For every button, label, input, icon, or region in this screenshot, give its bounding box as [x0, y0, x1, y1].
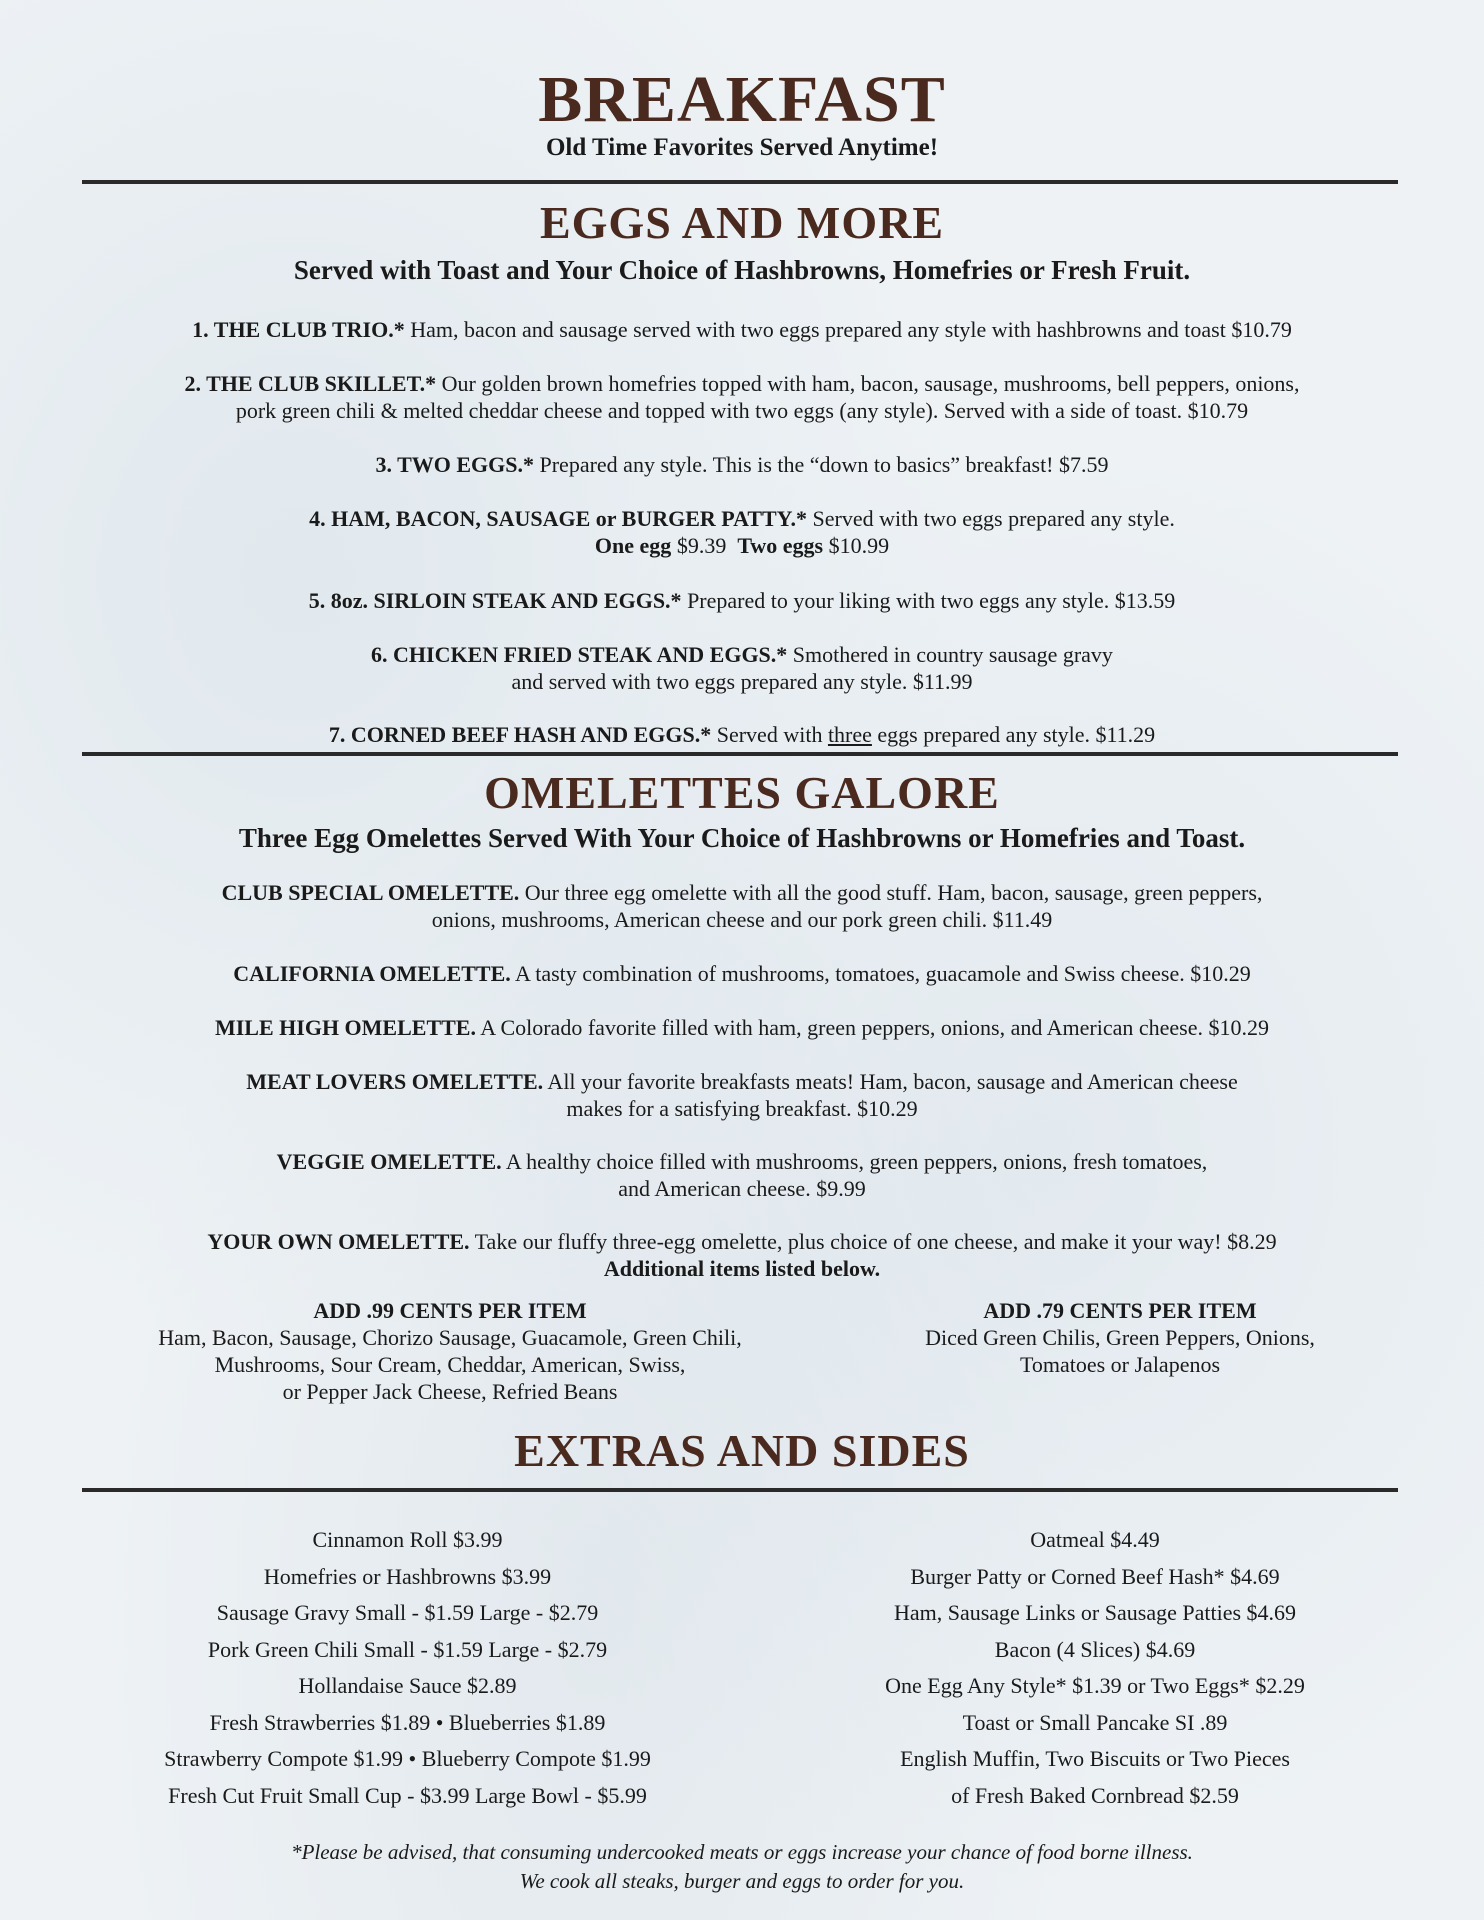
- add-99-line: Ham, Bacon, Sausage, Chorizo Sausage, Guacamole, Green Chili,: [158, 1325, 742, 1350]
- item-name: MILE HIGH OMELETTE.: [214, 1015, 476, 1040]
- side-item: of Fresh Baked Cornbread $2.59: [951, 1782, 1239, 1808]
- disclaimer-line: We cook all steaks, burger and eggs to order for you.: [519, 1869, 965, 1893]
- side-item: Sausage Gravy Small - $1.59 Large - $2.79: [216, 1600, 599, 1625]
- item-description: Take our fluffy three-egg omelette, plus choice of one cheese, and make it your way! $8.29: [469, 1229, 1277, 1254]
- item-description: Ham, bacon and sausage served with two eggs prepared any style with hashbrowns and toast $10.79: [404, 317, 1292, 342]
- item-description: Our golden brown homefries topped with ham, bacon, sausage, mushrooms, bell peppers, onions,: [436, 371, 1300, 396]
- item-description: A tasty combination of mushrooms, tomatoes, guacamole and Swiss cheese. $10.29: [510, 961, 1251, 986]
- item-name: MEAT LOVERS OMELETTE.: [246, 1069, 544, 1094]
- item-name: VEGGIE OMELETTE.: [276, 1149, 502, 1174]
- menu-item: [60, 370, 1424, 424]
- item-description: Served with: [711, 722, 828, 747]
- item-description-line2: and American cheese. $9.99: [618, 1176, 866, 1201]
- side-item: Strawberry Compote $1.99 • Blueberry Compote $1.99: [164, 1746, 651, 1771]
- section-title-omelettes: OMELETTES GALORE: [484, 767, 1000, 818]
- item-description: Prepared any style. This is the “down to basics” breakfast! $7.59: [534, 452, 1109, 477]
- item-description: Prepared to your liking with two eggs any style. $13.59: [681, 588, 1176, 613]
- item-name: 2. THE CLUB SKILLET.*: [184, 371, 437, 396]
- menu-item: [60, 1228, 1424, 1282]
- disclaimer-line: *Please be advised, that consuming undercooked meats or eggs increase your chance of food borne illness.: [291, 1840, 1193, 1864]
- item-description: eggs prepared any style. $11.29: [871, 722, 1156, 747]
- page-subtitle: Old Time Favorites Served Anytime!: [545, 134, 939, 161]
- item-name: 5. 8oz. SIRLOIN STEAK AND EGGS.*: [308, 588, 682, 613]
- add-99-line: or Pepper Jack Cheese, Refried Beans: [282, 1379, 618, 1404]
- item-name: YOUR OWN OMELETTE.: [207, 1229, 470, 1254]
- item-name: 7. CORNED BEEF HASH AND EGGS.*: [328, 722, 712, 747]
- menu-item: [60, 587, 1424, 614]
- item-description-line2: makes for a satisfying breakfast. $10.29: [566, 1096, 918, 1121]
- item-description: A Colorado favorite filled with ham, green peppers, onions, and American cheese. $10.29: [475, 1015, 1269, 1040]
- item-description-line2: onions, mushrooms, American cheese and our pork green chili. $11.49: [431, 907, 1053, 932]
- divider: [82, 1488, 1398, 1492]
- side-item: Hollandaise Sauce $2.89: [298, 1673, 517, 1698]
- item-name: 4. HAM, BACON, SAUSAGE or BURGER PATTY.*: [309, 506, 808, 531]
- item-description: A healthy choice filled with mushrooms, green peppers, onions, fresh tomatoes,: [501, 1149, 1208, 1174]
- section-subtitle-eggs: Served with Toast and Your Choice of Hashbrowns, Homefries or Fresh Fruit.: [293, 255, 1191, 285]
- divider: [82, 180, 1398, 184]
- add-79-line: Tomatoes or Jalapenos: [1019, 1352, 1221, 1377]
- item-name: CALIFORNIA OMELETTE.: [233, 961, 511, 986]
- menu-item: [60, 1014, 1424, 1041]
- item-description: Smothered in country sausage gravy: [787, 642, 1113, 667]
- side-item: Pork Green Chili Small - $1.59 Large - $2.79: [207, 1636, 608, 1662]
- menu-item: [60, 505, 1424, 559]
- side-item: Fresh Cut Fruit Small Cup - $3.99 Large Bowl - $5.99: [168, 1782, 647, 1808]
- item-description: Served with two eggs prepared any style.: [807, 506, 1175, 531]
- side-item: One Egg Any Style* $1.39 or Two Eggs* $2.29: [885, 1673, 1305, 1698]
- section-title-eggs: EGGS AND MORE: [539, 197, 945, 248]
- extras-right-list: [795, 1522, 1395, 1814]
- item-description: All your favorite breakfasts meats! Ham, bacon, sausage and American cheese: [543, 1069, 1238, 1094]
- side-item: Burger Patty or Corned Beef Hash* $4.69: [910, 1563, 1280, 1589]
- side-item: Fresh Strawberries $1.89 • Blueberries $1.89: [209, 1709, 606, 1735]
- side-item: English Muffin, Two Biscuits or Two Pieces: [900, 1746, 1290, 1771]
- add-79-list: [850, 1297, 1390, 1378]
- item-name: 1. THE CLUB TRIO.*: [192, 317, 405, 342]
- divider: [82, 752, 1398, 756]
- side-item: Homefries or Hashbrowns $3.99: [263, 1563, 552, 1589]
- price-label-one-egg: One egg: [594, 533, 672, 558]
- add-99-line: Mushrooms, Sour Cream, Cheddar, American, Swiss,: [214, 1352, 686, 1377]
- item-name: 6. CHICKEN FRIED STEAK AND EGGS.*: [371, 642, 788, 667]
- menu-item: [60, 316, 1424, 343]
- add-79-line: Diced Green Chilis, Green Peppers, Onions,: [925, 1325, 1315, 1350]
- section-subtitle-omelettes: Three Egg Omelettes Served With Your Choice of Hashbrowns or Homefries and Toast.: [238, 823, 1246, 853]
- section-title-extras: EXTRAS AND SIDES: [514, 1425, 970, 1476]
- add-79-heading: ADD .79 CENTS PER ITEM: [983, 1298, 1257, 1323]
- item-description-underlined: three: [827, 722, 872, 747]
- side-item: Ham, Sausage Links or Sausage Patties $4.69: [893, 1600, 1297, 1625]
- menu-item: [60, 879, 1424, 933]
- item-description: Our three egg omelette with all the good stuff. Ham, bacon, sausage, green peppers,: [519, 880, 1263, 905]
- add-99-list: [90, 1297, 810, 1405]
- item-description-line2: pork green chili & melted cheddar cheese and topped with two eggs (any style). Served with a side of toast. $10.79: [235, 398, 1249, 423]
- item-description-line2: and served with two eggs prepared any style. $11.99: [511, 669, 973, 694]
- price-two-eggs: $10.99: [823, 533, 890, 558]
- menu-item: [60, 451, 1424, 478]
- side-item: Bacon (4 Slices) $4.69: [994, 1636, 1196, 1662]
- side-item: Cinnamon Roll $3.99: [312, 1527, 503, 1552]
- side-item: Toast or Small Pancake SI .89: [962, 1709, 1228, 1735]
- food-safety-disclaimer: [0, 1838, 1484, 1896]
- menu-item: [60, 960, 1424, 987]
- page-title: BREAKFAST: [538, 63, 946, 136]
- additional-items-note: Additional items listed below.: [603, 1256, 881, 1281]
- price-one-egg: $9.39: [671, 533, 738, 558]
- side-item: Oatmeal $4.49: [1030, 1527, 1160, 1552]
- extras-left-list: [90, 1522, 725, 1814]
- item-name: CLUB SPECIAL OMELETTE.: [221, 880, 520, 905]
- menu-item: [60, 641, 1424, 695]
- add-99-heading: ADD .99 CENTS PER ITEM: [313, 1298, 587, 1323]
- item-name: 3. TWO EGGS.*: [375, 452, 534, 477]
- menu-item: [60, 721, 1424, 748]
- menu-item: [60, 1068, 1424, 1122]
- menu-item: [60, 1148, 1424, 1202]
- price-label-two-eggs: Two eggs: [737, 533, 824, 558]
